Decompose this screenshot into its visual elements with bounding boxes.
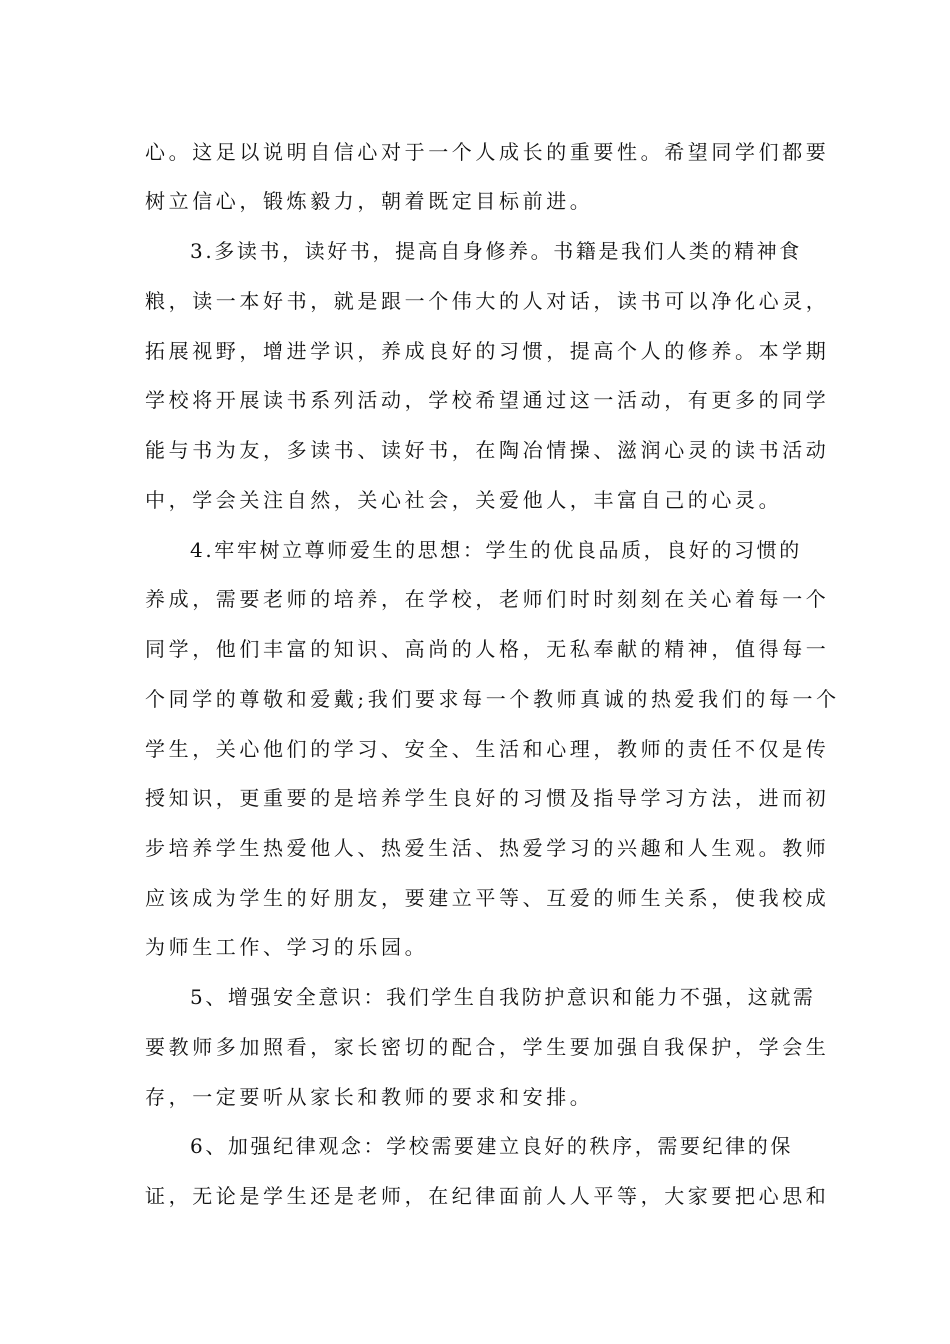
text-line: 同学，他们丰富的知识、高尚的人格，无私奉献的精神，值得每一 — [145, 637, 830, 661]
text-line: 树立信心，锻炼毅力，朝着既定目标前进。 — [145, 189, 594, 213]
text-line: 授知识，更重要的是培养学生良好的习惯及指导学习方法，进而初 — [145, 786, 830, 810]
text-line: 粮，读一本好书，就是跟一个伟大的人对话，读书可以净化心灵， — [145, 289, 830, 313]
text-line: 个同学的尊敬和爱戴;我们要求每一个教师真诚的热爱我们的每一个 — [145, 687, 840, 711]
text-line: 拓展视野，增进学识，养成良好的习惯，提高个人的修养。本学期 — [145, 339, 830, 363]
text-line: 心。这足以说明自信心对于一个人成长的重要性。希望同学们都要 — [145, 140, 830, 164]
text-line: 4.牢牢树立尊师爱生的思想：学生的优良品质，良好的习惯的 — [190, 538, 802, 562]
text-line: 为师生工作、学习的乐园。 — [145, 935, 429, 959]
text-line: 中，学会关注自然，关心社会，关爱他人，丰富自己的心灵。 — [145, 488, 783, 512]
text-line: 养成，需要老师的培养，在学校，老师们时时刻刻在关心着每一个 — [145, 587, 830, 611]
text-line: 存，一定要听从家长和教师的要求和安排。 — [145, 1085, 594, 1109]
text-line: 5、增强安全意识：我们学生自我防护意识和能力不强，这就需 — [190, 985, 816, 1009]
text-line: 学校将开展读书系列活动，学校希望通过这一活动，有更多的同学 — [145, 388, 830, 412]
text-line: 证，无论是学生还是老师，在纪律面前人人平等，大家要把心思和 — [145, 1184, 830, 1208]
text-line: 要教师多加照看，家长密切的配合，学生要加强自我保护，学会生 — [145, 1035, 830, 1059]
text-line: 6、加强纪律观念：学校需要建立良好的秩序，需要纪律的保 — [190, 1134, 793, 1158]
text-line: 能与书为友，多读书、读好书，在陶冶情操、滋润心灵的读书活动 — [145, 438, 830, 462]
text-line: 步培养学生热爱他人、热爱生活、热爱学习的兴趣和人生观。教师 — [145, 836, 830, 860]
text-line: 3.多读书，读好书，提高自身修养。书籍是我们人类的精神食 — [190, 239, 802, 263]
text-line: 学生，关心他们的学习、安全、生活和心理，教师的责任不仅是传 — [145, 737, 830, 761]
text-line: 应该成为学生的好朋友，要建立平等、互爱的师生关系，使我校成 — [145, 886, 830, 910]
